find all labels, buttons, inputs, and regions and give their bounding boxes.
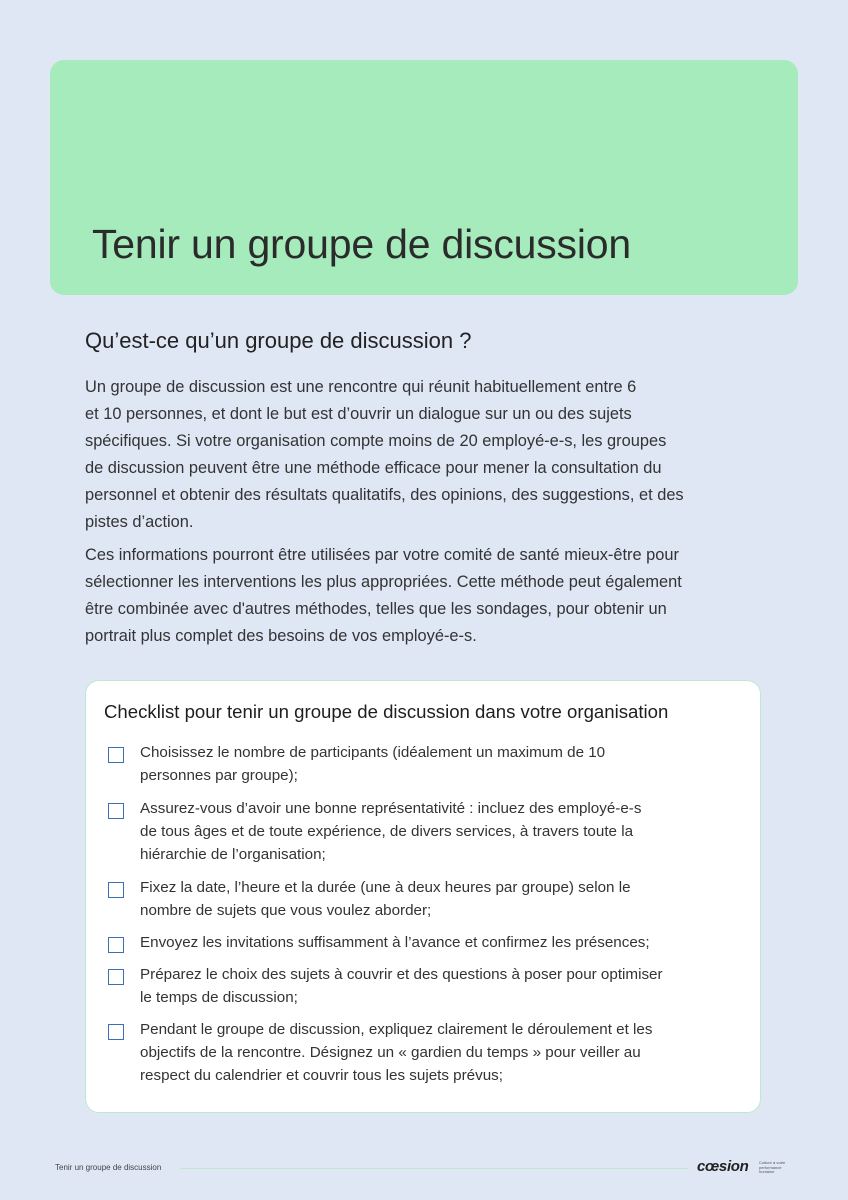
header-banner [50,60,798,295]
item-line: Préparez le choix des sujets à couvrir et des questions à poser pour optimiser [140,966,663,983]
checklist-card [85,680,761,1113]
paragraph-line: spécifiques. Si votre organisation compte moins de 20 employé-e-s, les groupes [85,432,667,450]
item-line: objectifs de la rencontre. Désignez un « gardien du temps » pour veiller au [140,1044,641,1061]
item-line: le temps de discussion; [140,989,298,1006]
checkbox[interactable] [108,1024,124,1040]
item-line: hiérarchie de l’organisation; [140,846,326,863]
paragraph-line: de discussion peuvent être une méthode efficace pour mener la consultation du [85,459,662,477]
logo-wordmark: cœsion [697,1158,749,1175]
checklist-item-text [140,931,650,954]
paragraph-line: être combinée avec d'autres méthodes, telles que les sondages, pour obtenir un [85,600,667,618]
section-heading: Qu’est-ce qu’un groupe de discussion ? [85,328,472,353]
item-line: personnes par groupe); [140,767,298,784]
footer-divider [180,1168,688,1169]
checkbox[interactable] [108,937,124,953]
checkbox[interactable] [108,747,124,763]
intro-paragraph-2 [85,542,775,650]
checklist-item-text [140,797,641,866]
item-line: Choisissez le nombre de participants (idéalement un maximum de 10 [140,744,606,761]
logo-tagline-line: Culture à votre [759,1160,786,1165]
logo-tagline [759,1161,785,1175]
paragraph-line: personnel et obtenir des résultats qualitatifs, des opinions, des suggestions, et des [85,486,684,504]
logo-tagline-line: performance [759,1164,782,1170]
checklist-item-text [140,963,663,1009]
paragraph-line: et 10 personnes, et dont le but est d’ouvrir un dialogue sur un ou des sujets [85,405,632,423]
paragraph-line: sélectionner les interventions les plus appropriées. Cette méthode peut également [85,573,682,591]
paragraph-line: Un groupe de discussion est une rencontre qui réunit habituellement entre 6 [85,378,637,396]
checkbox[interactable] [108,882,124,898]
page-title: Tenir un groupe de discussion [92,221,631,267]
item-line: Fixez la date, l’heure et la durée (une à deux heures par groupe) selon le [140,879,631,896]
footer-doc-title: Tenir un groupe de discussion [55,1163,162,1172]
item-line: Assurez-vous d’avoir une bonne représentativité : incluez des employé-e-s [140,800,642,817]
item-line: Envoyez les invitations suffisamment à l’avance et confirmez les présences; [140,934,650,951]
item-line: de tous âges et de toute expérience, de divers services, à travers toute la [140,823,634,840]
checklist-title: Checklist pour tenir un groupe de discussion dans votre organisation [104,701,669,722]
checkbox[interactable] [108,803,124,819]
checklist-item-text [140,876,631,922]
checkbox[interactable] [108,969,124,985]
checklist-item-text [140,1018,652,1087]
checklist-item-text [140,741,605,787]
item-line: respect du calendrier et couvrir tous les sujets prévus; [140,1067,503,1084]
item-line: Pendant le groupe de discussion, expliquez clairement le déroulement et les [140,1021,653,1038]
logo-tagline-line: humaine [759,1169,775,1174]
paragraph-line: Ces informations pourront être utilisées par votre comité de santé mieux-être pour [85,546,679,564]
paragraph-line: portrait plus complet des besoins de vos employé-e-s. [85,627,477,645]
intro-paragraph-1 [85,374,775,536]
item-line: nombre de sujets que vous voulez aborder; [140,902,432,919]
paragraph-line: pistes d’action. [85,513,194,531]
